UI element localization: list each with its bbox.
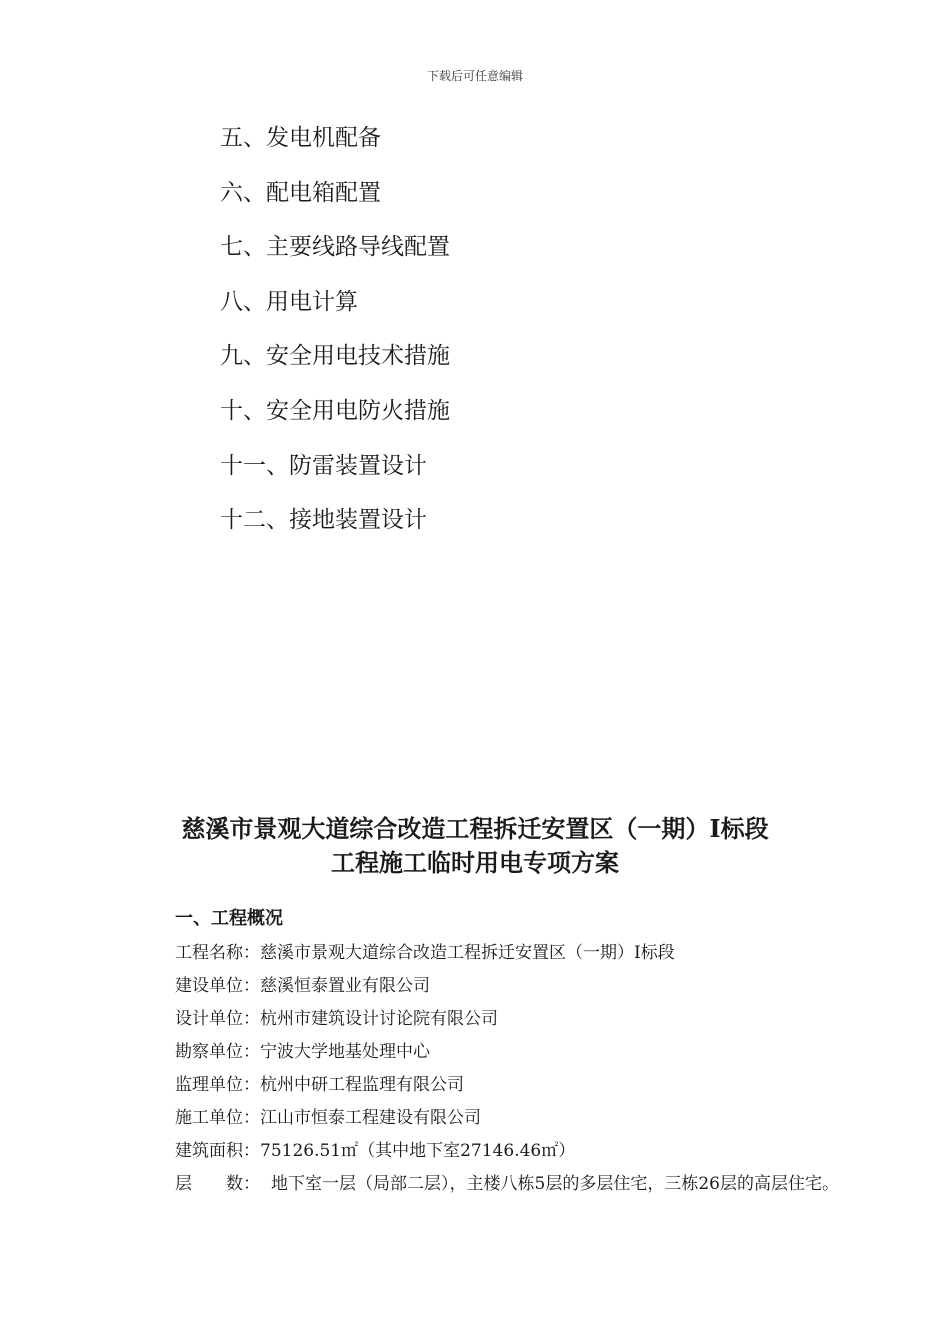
project-info-item: 施工单位：江山市恒泰工程建设有限公司 bbox=[175, 1108, 481, 1128]
project-info-list bbox=[175, 938, 675, 1169]
toc-item: 十二、接地装置设计 bbox=[220, 507, 427, 534]
toc-item: 十一、防雷装置设计 bbox=[220, 452, 427, 479]
floors-text: 地下室一层（局部二层），主楼八栋5层的多层住宅，三栋26层的高层住宅。 bbox=[271, 1174, 839, 1194]
section-heading-overview: 一、工程概况 bbox=[175, 908, 283, 929]
project-info-item: 建筑面积：75126.51㎡（其中地下室27146.46㎡） bbox=[175, 1141, 576, 1161]
project-info-item: 建设单位：慈溪恒泰置业有限公司 bbox=[175, 976, 430, 996]
floors-label: 层 数： bbox=[175, 1174, 260, 1194]
toc-item: 六、配电箱配置 bbox=[220, 179, 381, 206]
page-header-note: 下载后可任意编辑 bbox=[426, 69, 523, 83]
toc-item: 十、安全用电防火措施 bbox=[220, 397, 450, 424]
toc-item: 八、用电计算 bbox=[220, 288, 358, 315]
toc-item: 九、安全用电技术措施 bbox=[220, 343, 450, 370]
document-title-line1: 慈溪市景观大道综合改造工程拆迁安置区（一期）I标段 bbox=[181, 814, 769, 843]
table-of-contents bbox=[220, 122, 450, 559]
toc-item: 七、主要线路导线配置 bbox=[220, 234, 450, 261]
floors-paragraph bbox=[138, 1168, 843, 1201]
toc-item: 五、发电机配备 bbox=[220, 125, 381, 151]
document-title-line2: 工程施工临时用电专项方案 bbox=[331, 848, 619, 877]
document-title bbox=[0, 812, 950, 880]
project-info-item: 勘察单位：宁波大学地基处理中心 bbox=[175, 1042, 430, 1062]
project-info-item: 设计单位：杭州市建筑设计讨论院有限公司 bbox=[175, 1009, 498, 1029]
project-info-item: 监理单位：杭州中研工程监理有限公司 bbox=[175, 1075, 464, 1095]
project-info-item: 工程名称：慈溪市景观大道综合改造工程拆迁安置区（一期）I标段 bbox=[175, 943, 675, 963]
